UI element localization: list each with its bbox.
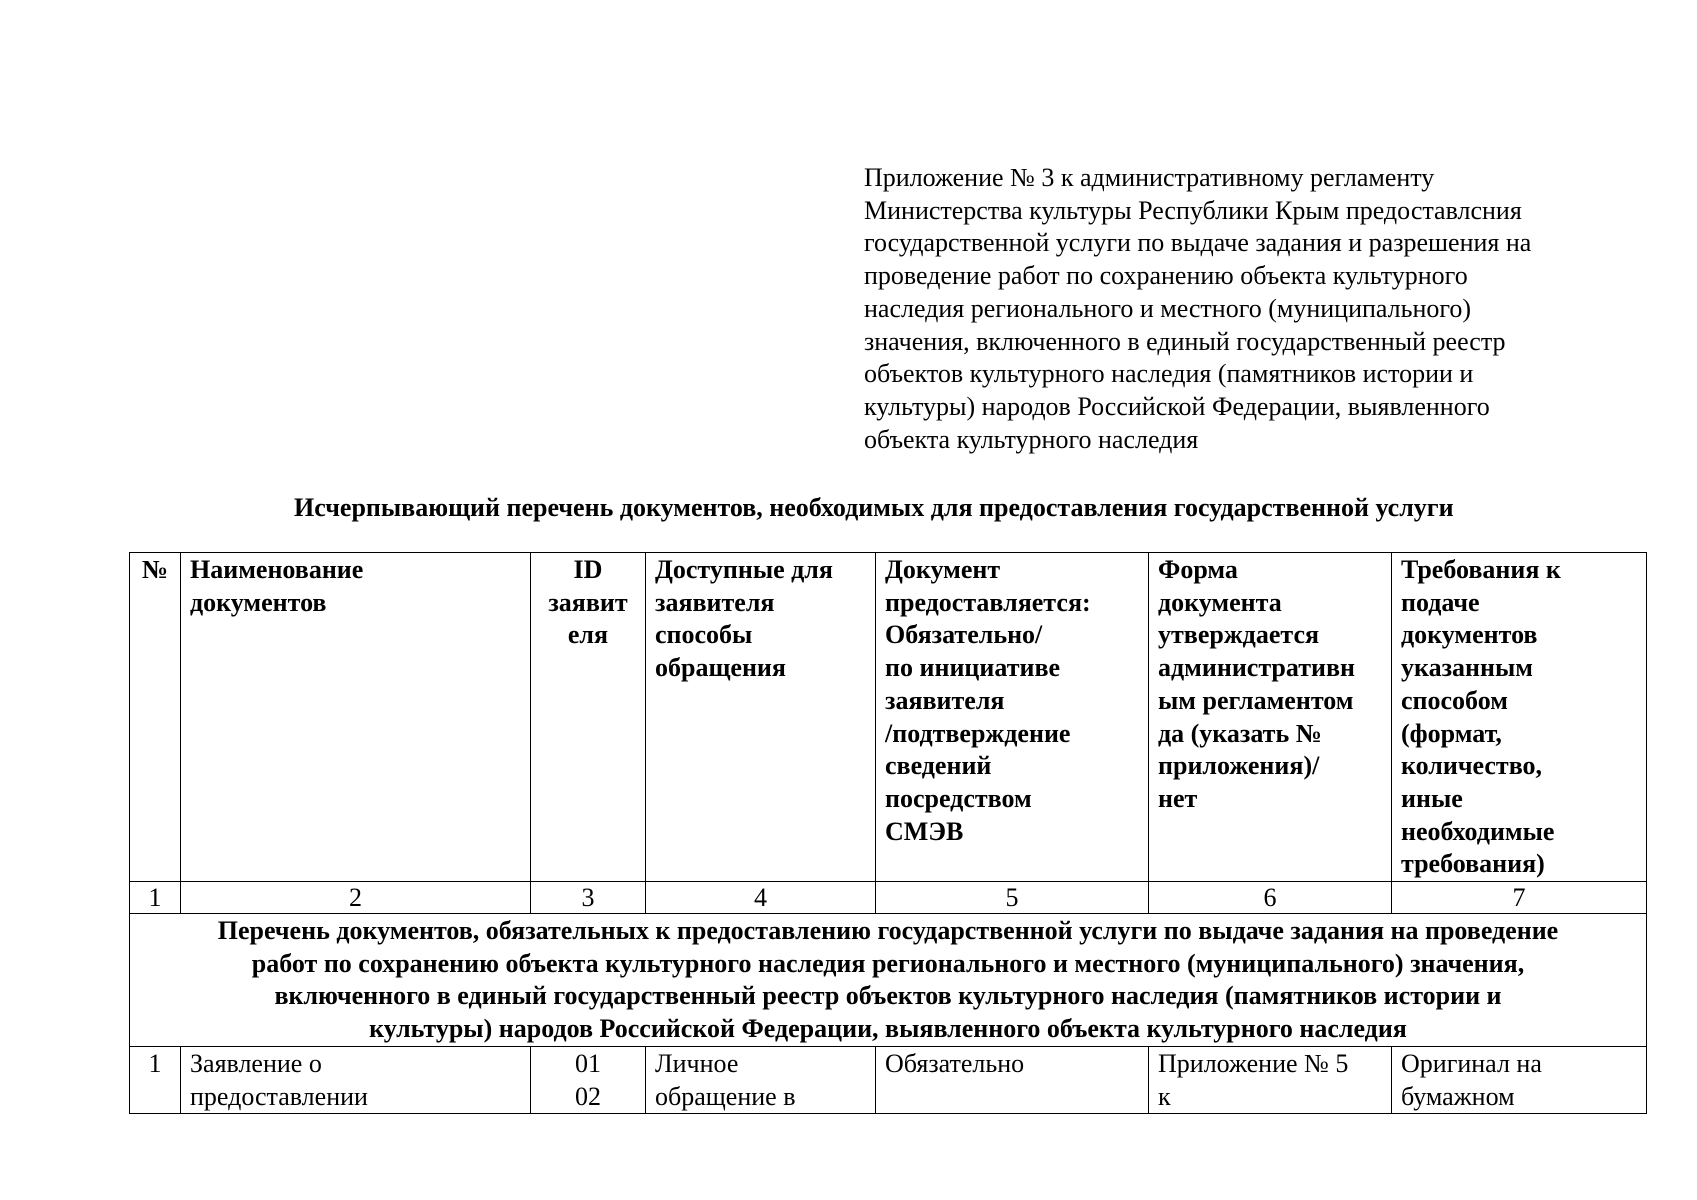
- header-provided-line: по инициативе: [885, 653, 1061, 683]
- column-number-row: [130, 882, 1647, 914]
- documents-table: [129, 552, 1647, 1114]
- header-ways-line: заявителя: [655, 587, 775, 617]
- header-provided-line: заявителя: [885, 685, 1005, 715]
- header-provided-line: СМЭВ: [885, 816, 964, 846]
- table-header-row: [130, 553, 1647, 882]
- header-num-text: №: [141, 555, 169, 584]
- header-name-line: документов: [190, 587, 327, 617]
- header-form: [1149, 553, 1392, 882]
- section-heading-line: Перечень документов, обязательных к предоставлению государственной услуги по выдаче задания на проведение: [217, 916, 1559, 946]
- section-heading-line: работ по сохранению объекта культурного наследия регионального и местного (муниципального) значения,: [251, 948, 1525, 978]
- header-form-line: Форма: [1158, 555, 1238, 584]
- appendix-line: государственной услуги по выдаче задания и разрешения на: [864, 228, 1532, 258]
- appendix-line: культуры) народов Российской Федерации, выявленного: [864, 391, 1490, 421]
- header-form-line: документа: [1158, 587, 1282, 617]
- row-name-line: Заявление о: [190, 1049, 322, 1079]
- header-ways-line: обращения: [655, 653, 786, 683]
- row-requirements-line: Оригинал на: [1401, 1049, 1542, 1079]
- column-number: 6: [1149, 882, 1392, 914]
- table-row: [130, 1047, 1647, 1114]
- header-ways-line: способы: [655, 620, 753, 650]
- header-requirements-line: требования): [1401, 849, 1545, 879]
- header-name-line: Наименование: [190, 555, 364, 584]
- header-provided-line: предоставляется:: [885, 587, 1091, 617]
- header-requirements-line: (формат,: [1401, 718, 1502, 748]
- row-form-line: к: [1158, 1081, 1171, 1111]
- row-name: [181, 1047, 531, 1114]
- appendix-line: наследия регионального и местного (муниципального): [864, 293, 1472, 323]
- header-id-line: заявит: [548, 587, 628, 617]
- appendix-line: проведение работ по сохранению объекта культурного: [864, 261, 1468, 291]
- section-heading-line: культуры) народов Российской Федерации, выявленного объекта культурного наследия: [369, 1014, 1407, 1044]
- row-id-line: 02: [575, 1081, 601, 1111]
- column-number: 2: [181, 882, 531, 914]
- header-num: [130, 553, 181, 882]
- header-requirements-line: подаче: [1401, 587, 1480, 617]
- header-requirements-line: необходимые: [1401, 816, 1555, 846]
- header-form-line: утверждается: [1158, 620, 1320, 650]
- document-title: Исчерпывающий перечень документов, необходимых для предоставления государственной услуги: [294, 493, 1454, 522]
- column-number: 4: [646, 882, 876, 914]
- header-form-line: да (указать №: [1158, 718, 1322, 748]
- header-provided-line: сведений: [885, 751, 992, 781]
- appendix-line: объектов культурного наследия (памятников истории и: [864, 359, 1474, 389]
- appendix-line: Приложение № 3 к административному регламенту: [864, 163, 1435, 192]
- header-requirements: [1392, 553, 1647, 882]
- header-id-line: ID: [573, 555, 603, 584]
- section-heading-row: [130, 914, 1647, 1047]
- row-requirements: [1392, 1047, 1647, 1114]
- header-provided-line: Обязательно/: [885, 620, 1043, 650]
- header-requirements-line: документов: [1401, 620, 1538, 650]
- row-ways-line: обращение в: [655, 1081, 796, 1111]
- header-requirements-line: иные: [1401, 783, 1463, 813]
- header-id: [531, 553, 646, 882]
- header-provided-line: Документ: [885, 555, 1001, 584]
- header-requirements-line: Требования к: [1401, 555, 1561, 584]
- header-ways-line: Доступные для: [655, 555, 833, 584]
- appendix-line: объекта культурного наследия: [864, 424, 1199, 454]
- appendix-line: значения, включенного в единый государственный реестр: [864, 326, 1506, 356]
- header-ways: [646, 553, 876, 882]
- header-provided-line: посредством: [885, 783, 1032, 813]
- row-provided: [876, 1047, 1149, 1114]
- header-form-line: приложения)/: [1158, 751, 1320, 781]
- appendix-line: Министерства культуры Республики Крым предоставлсния: [864, 195, 1522, 225]
- row-name-line: предоставлении: [190, 1081, 368, 1111]
- header-provided: [876, 553, 1149, 882]
- header-id-line: еля: [567, 620, 609, 650]
- header-requirements-line: количество,: [1401, 751, 1543, 781]
- column-number: 1: [130, 882, 181, 914]
- row-provided-line: Обязательно: [885, 1049, 1025, 1079]
- row-form: [1149, 1047, 1392, 1114]
- header-form-line: административн: [1158, 653, 1355, 683]
- appendix-header: [864, 162, 1664, 456]
- section-heading-line: включенного в единый государственный реестр объектов культурного наследия (памятников истории и: [274, 981, 1502, 1011]
- header-requirements-line: указанным: [1401, 653, 1534, 683]
- row-id: [531, 1047, 646, 1114]
- header-form-line: нет: [1158, 783, 1198, 813]
- row-num: 1: [130, 1047, 181, 1114]
- row-ways-line: Личное: [655, 1049, 739, 1079]
- column-number: 5: [876, 882, 1149, 914]
- header-form-line: ым регламентом: [1158, 685, 1354, 715]
- header-name: [181, 553, 531, 882]
- row-id-line: 01: [575, 1049, 601, 1079]
- row-requirements-line: бумажном: [1401, 1081, 1515, 1111]
- column-number: 7: [1392, 882, 1647, 914]
- header-requirements-line: способом: [1401, 685, 1508, 715]
- column-number: 3: [531, 882, 646, 914]
- row-form-line: Приложение № 5: [1158, 1049, 1349, 1079]
- section-heading: [130, 914, 1647, 1047]
- header-provided-line: /подтверждение: [885, 718, 1071, 748]
- row-ways: [646, 1047, 876, 1114]
